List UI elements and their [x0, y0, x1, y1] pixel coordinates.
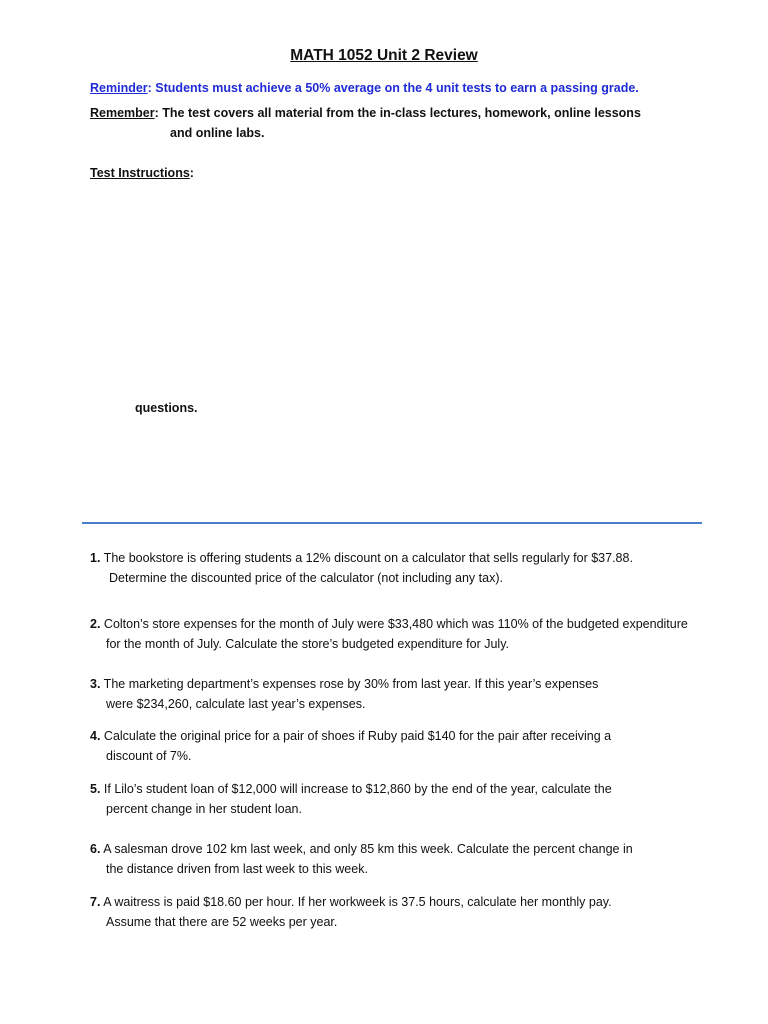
remember-label: Remember: [90, 106, 155, 120]
instructions-fragment: [135, 398, 198, 418]
question-text: Calculate the original price for a pair of shoes if Ruby paid $140 for the pair after receiving a: [100, 729, 612, 743]
question-4: [90, 726, 710, 766]
question-number: 3.: [90, 677, 101, 691]
question-text: If Lilo’s student loan of $12,000 will increase to $12,860 by the end of the year, calculate the: [100, 782, 612, 796]
test-instructions-label: Test Instructions: [90, 166, 190, 180]
question-number: 2.: [90, 617, 101, 631]
question-text-cont: discount of 7%.: [106, 749, 192, 763]
question-text: A waitress is paid $18.60 per hour. If her workweek is 37.5 hours, calculate her monthly pay.: [100, 895, 612, 909]
test-instructions-heading: [90, 163, 194, 183]
question-3: [90, 674, 710, 714]
question-number: 6.: [90, 842, 101, 856]
reminder-text: : Students must achieve a 50% average on the 4 unit tests to earn a passing grade.: [147, 81, 639, 95]
question-6: [90, 839, 710, 879]
question-5: [90, 779, 710, 819]
page-title: [0, 47, 768, 65]
page-title-text: MATH 1052 Unit 2 Review: [290, 47, 478, 64]
reminder-label: Reminder: [90, 81, 148, 95]
remember-line-2: [170, 123, 264, 143]
question-text-cont: Determine the discounted price of the calculator (not including any tax).: [109, 571, 503, 585]
question-text: The bookstore is offering students a 12% discount on a calculator that sells regularly for $37.88.: [100, 551, 633, 565]
question-number: 5.: [90, 782, 101, 796]
remember-text-line2: and online labs.: [170, 126, 265, 140]
question-number: 1.: [90, 551, 101, 565]
question-2: [90, 614, 710, 654]
question-number: 4.: [90, 729, 101, 743]
question-text-cont: for the month of July. Calculate the store’s budgeted expenditure for July.: [106, 637, 510, 651]
question-text-cont: percent change in her student loan.: [106, 802, 302, 816]
question-text: The marketing department’s expenses rose by 30% from last year. If this year’s expenses: [100, 677, 599, 691]
question-7: [90, 892, 710, 932]
question-text-cont: were $234,260, calculate last year’s expenses.: [106, 697, 366, 711]
reminder-line: [90, 78, 639, 98]
question-text-cont: the distance driven from last week to this week.: [106, 862, 368, 876]
question-number: 7.: [90, 895, 101, 909]
question-text: Colton’s store expenses for the month of July were $33,480 which was 110% of the budgeted expenditure: [100, 617, 688, 631]
section-divider: [82, 522, 702, 524]
remember-line: [90, 103, 641, 123]
instructions-fragment-text: questions.: [135, 401, 198, 415]
question-text-cont: Assume that there are 52 weeks per year.: [106, 915, 338, 929]
test-instructions-colon: :: [189, 166, 194, 180]
remember-text-line1: : The test covers all material from the in-class lectures, homework, online lessons: [154, 106, 641, 120]
question-text: A salesman drove 102 km last week, and only 85 km this week. Calculate the percent change in: [100, 842, 633, 856]
question-1: [90, 548, 710, 588]
